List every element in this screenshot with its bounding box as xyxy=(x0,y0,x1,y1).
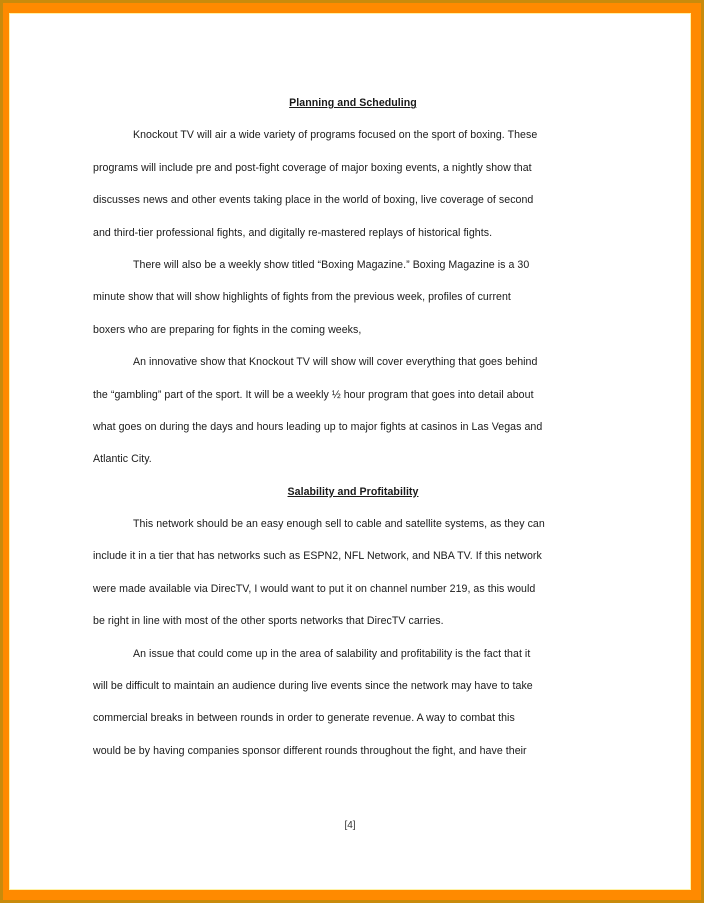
paragraph-line: There will also be a weekly show titled “Boxing Magazine.” Boxing Magazine is a 30 xyxy=(133,258,530,271)
paragraph-line: would be by having companies sponsor different rounds throughout the fight, and have their xyxy=(93,744,527,757)
paragraph-line: boxers who are preparing for fights in the coming weeks, xyxy=(93,323,362,336)
paragraph-line: what goes on during the days and hours leading up to major fights at casinos in Las Vegas and xyxy=(93,420,543,433)
paragraph-line: the “gambling” part of the sport. It will be a weekly ½ hour program that goes into detail about xyxy=(93,388,534,401)
paragraph-line: Atlantic City. xyxy=(93,453,152,466)
paragraph-line: include it in a tier that has networks such as ESPN2, NFL Network, and NBA TV. If this network xyxy=(93,550,542,563)
paragraph-line: and third-tier professional fights, and digitally re-mastered replays of historical fights. xyxy=(93,226,493,239)
paragraph-line: Knockout TV will air a wide variety of programs focused on the sport of boxing. These xyxy=(133,129,538,142)
section-heading-planning: Planning and Scheduling xyxy=(289,97,417,109)
paragraph-line: An issue that could come up in the area of salability and profitability is the fact that it xyxy=(133,647,531,660)
paragraph-line: commercial breaks in between rounds in order to generate revenue. A way to combat this xyxy=(93,712,515,725)
paragraph-line: An innovative show that Knockout TV will show will cover everything that goes behind xyxy=(133,356,538,369)
paragraph-line: programs will include pre and post-fight coverage of major boxing events, a nightly show that xyxy=(93,161,532,174)
paragraph-line: be right in line with most of the other sports networks that DirecTV carries. xyxy=(93,615,444,628)
document-body xyxy=(93,96,613,776)
paragraph-line: discusses news and other events taking place in the world of boxing, live coverage of second xyxy=(93,194,534,207)
page-number: [4] xyxy=(344,820,356,831)
paragraph-line: minute show that will show highlights of fights from the previous week, profiles of current xyxy=(93,291,511,304)
paragraph-line: were made available via DirecTV, I would want to put it on channel number 219, as this would xyxy=(93,582,536,595)
paragraph-line: will be difficult to maintain an audience during live events since the network may have to take xyxy=(93,680,533,693)
section-heading-salability: Salability and Profitability xyxy=(287,485,419,498)
paragraph-line: This network should be an easy enough sell to cable and satellite systems, as they can xyxy=(133,518,545,531)
document-page xyxy=(10,14,690,889)
